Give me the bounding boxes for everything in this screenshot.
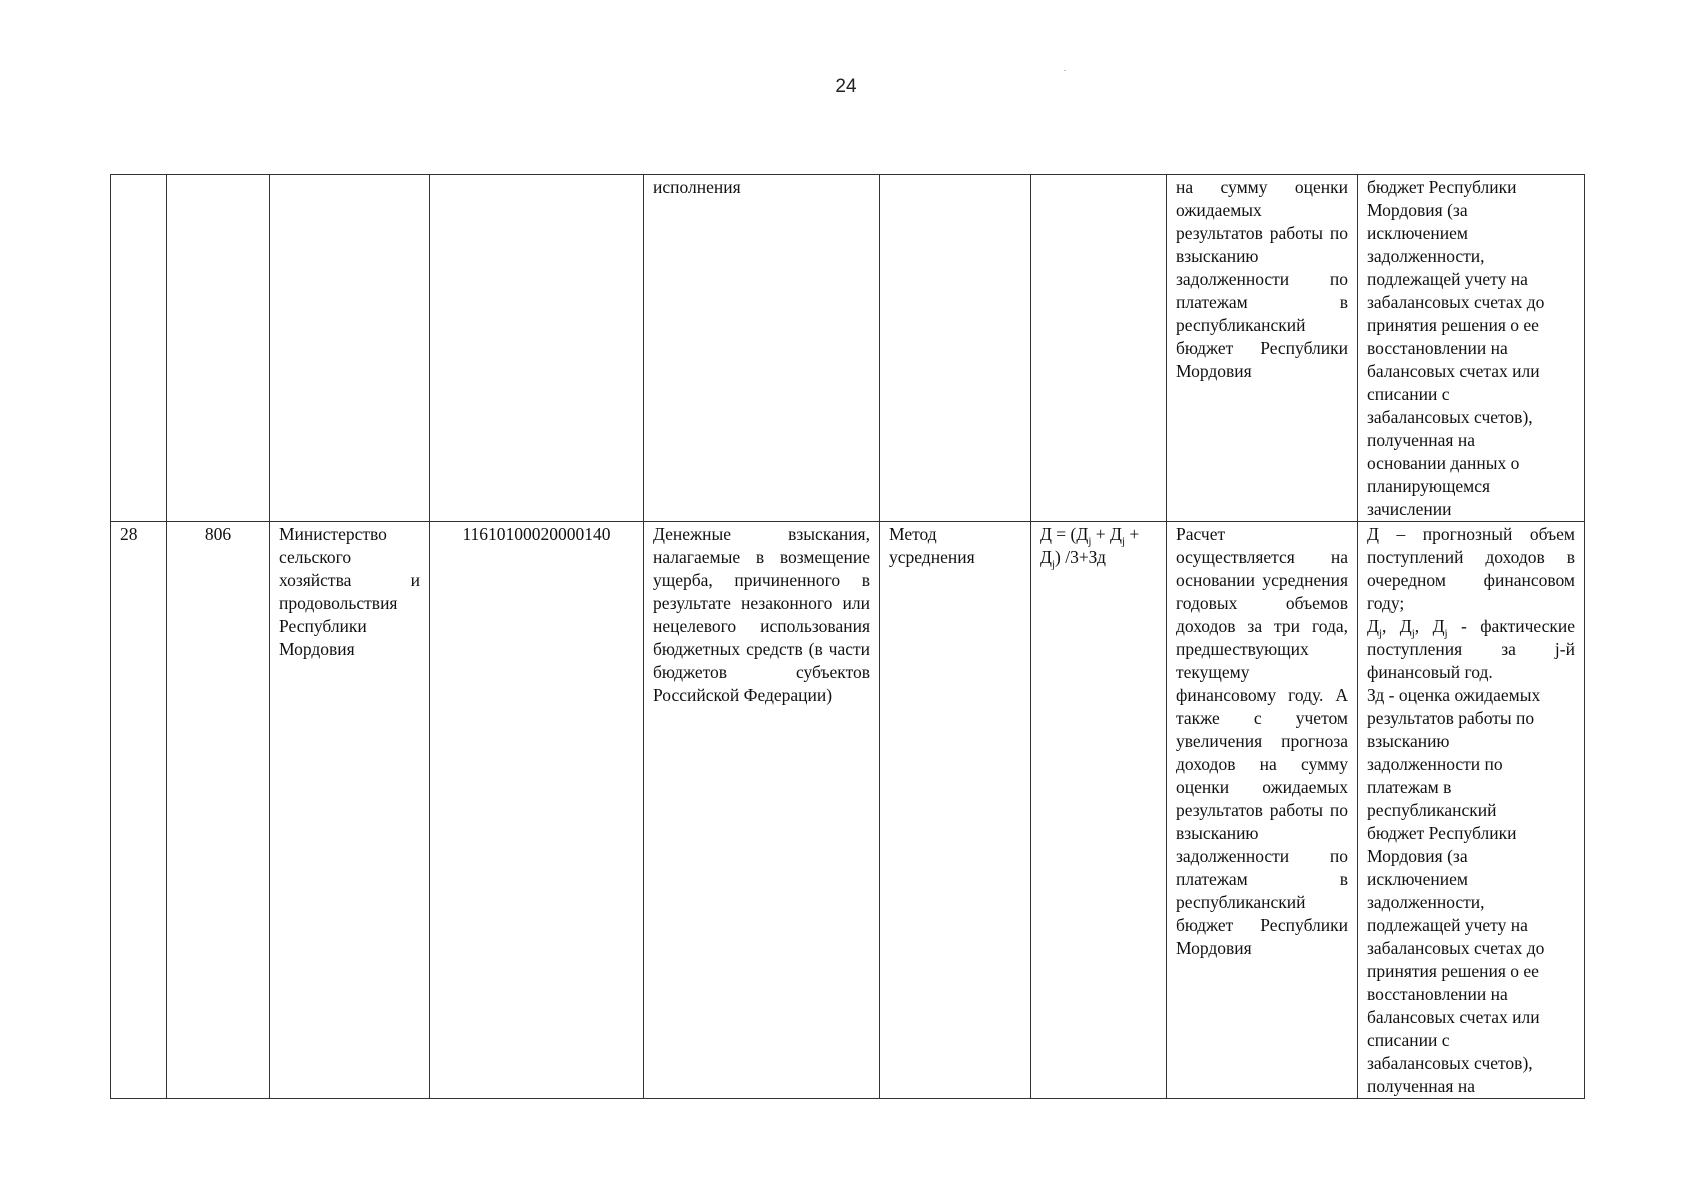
formula-text: + Д [1040, 524, 1140, 567]
revenue-forecast-table [110, 174, 1585, 1099]
desc-subscript: j [1411, 627, 1415, 640]
table-row [111, 522, 1585, 1099]
cell-code: 806 [167, 522, 270, 1099]
cell-admin [270, 175, 430, 522]
scan-speck [1064, 70, 1066, 71]
description-actual-receipts [1367, 615, 1575, 684]
cell-calculation: Расчет осуществляется на основании усреднения годовых объемов доходов за три года, предшествующих текущему финансовому году. А также с учетом увеличения прогноза доходов на сумму оценки ожидаемых результатов работы по взысканию задолженности по платежам в республиканский бюджет Республики Мордовия [1167, 522, 1358, 1099]
cell-kbk [430, 175, 644, 522]
cell-formula [1031, 522, 1167, 1099]
cell-kbk: 11610100020000140 [430, 522, 644, 1099]
formula-text: Д = (Д [1040, 524, 1089, 544]
cell-revenue-name: Денежные взыскания, налагаемые в возмещение ущерба, причиненного в результате незаконного или нецелевого использования бюджетных средств (в части бюджетов субъектов Российской Федерации) [644, 522, 880, 1099]
desc-text: Д [1367, 616, 1379, 636]
cell-admin: Министерство сельского хозяйства и продовольствия Республики Мордовия [270, 522, 430, 1099]
cell-num: 28 [111, 522, 167, 1099]
cell-method: Метод усреднения [880, 522, 1031, 1099]
formula-text: ) /3+Зд [1055, 547, 1106, 567]
desc-subscript: j [1444, 627, 1448, 640]
cell-description: бюджет Республики Мордовия (за исключением задолженности, подлежащей учету на забалансовых счетах до принятия решения о ее восстановлении на балансовых счетах или списании с забалансовых счетов), полученная на основании данных о планирующемся зачислении [1358, 175, 1585, 522]
desc-text: , Д [1414, 616, 1445, 636]
cell-code [167, 175, 270, 522]
page-number: 24 [835, 76, 857, 97]
formula-text: + Д [1091, 524, 1122, 544]
cell-description [1358, 522, 1585, 1099]
cell-revenue-name: исполнения [644, 175, 880, 522]
formula-subscript: j [1088, 535, 1092, 548]
description-debt-estimate: Зд - оценка ожидаемых результатов работы по взысканию задолженности по платежам в республиканский бюджет Республики Мордовия (за исключением задолженности, подлежащей учету на забалансовых счетах до принятия решения о ее восстановлении на балансовых счетах или списании с забалансовых счетов), полученная на [1367, 685, 1545, 1096]
desc-text: - фактические поступления за j-й финансовый год. [1367, 616, 1575, 682]
desc-text: , Д [1382, 616, 1412, 636]
cell-method [880, 175, 1031, 522]
cell-formula [1031, 175, 1167, 522]
formula-subscript: j [1121, 535, 1126, 548]
description-forecast-volume: Д – прогнозный объем поступлений доходов в очередном финансовом году; [1367, 524, 1575, 613]
cell-num [111, 175, 167, 522]
desc-subscript: j [1378, 627, 1382, 640]
formula-subscript: j [1051, 558, 1055, 571]
table-row [111, 175, 1585, 522]
cell-calculation: на сумму оценки ожидаемых результатов работы по взысканию задолженности по платежам в республиканский бюджет Республики Мордовия [1167, 175, 1358, 522]
